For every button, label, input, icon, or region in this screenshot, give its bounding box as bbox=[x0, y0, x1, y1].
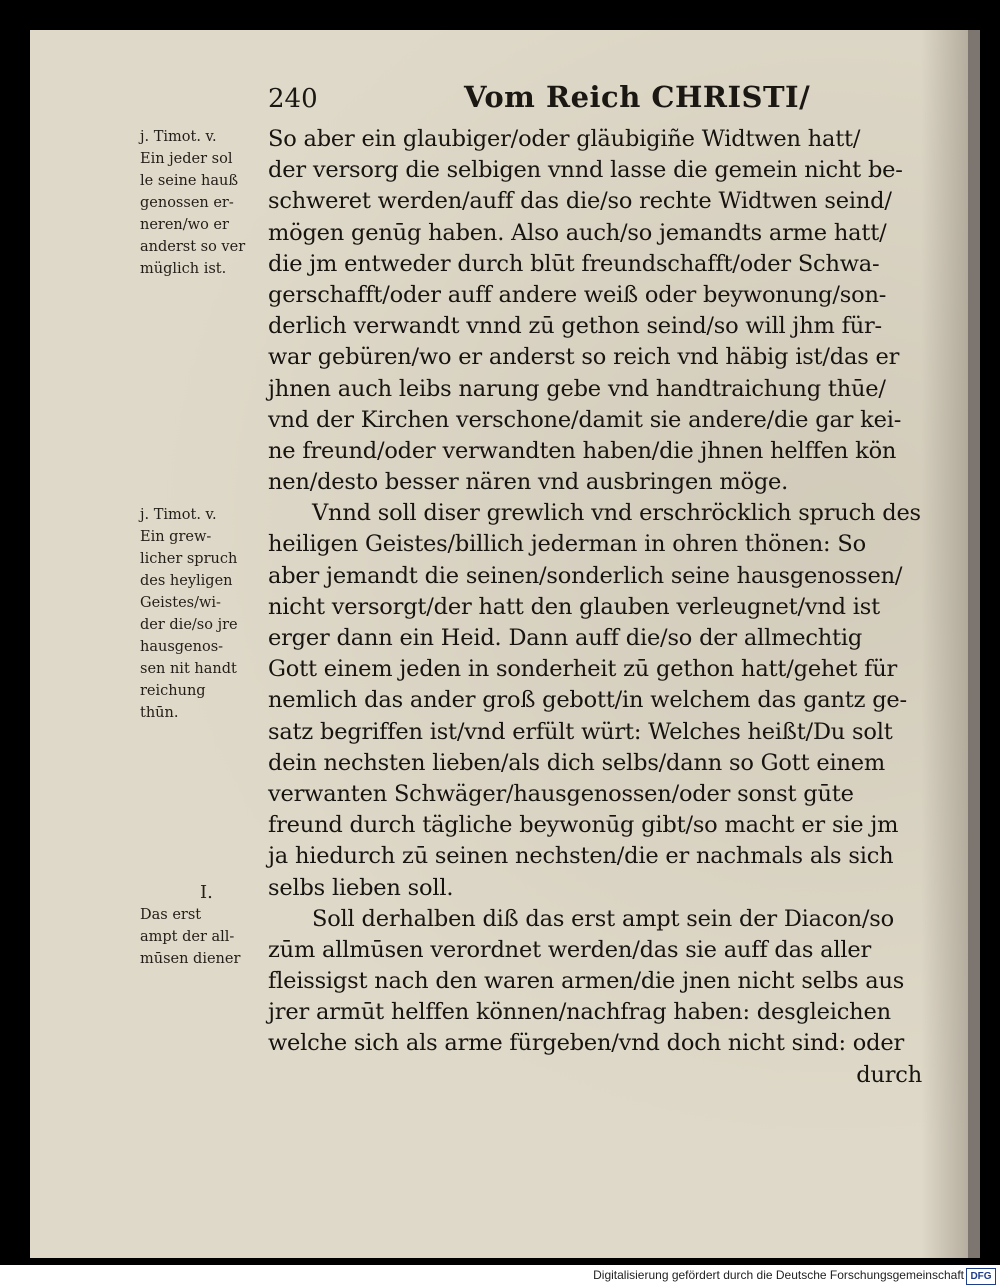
text-line: ne freund/oder verwandten haben/die jhnen helffen kön bbox=[268, 437, 897, 464]
text-line: mögen genūg haben. Also auch/so jemandts arme hatt/ bbox=[268, 219, 887, 246]
text-line: satz begriffen ist/vnd erfült würt: Welches heißt/Du solt bbox=[268, 718, 893, 745]
margin-note-line: reichung bbox=[140, 683, 206, 699]
margin-note-line: neren/wo er bbox=[140, 217, 229, 233]
text-line: schweret werden/auff das die/so rechte Widtwen seind/ bbox=[268, 188, 892, 215]
margin-note-line: j. Timot. v. bbox=[140, 129, 217, 145]
text-line: Gott einem jeden in sonderheit zū gethon hatt/gehet für bbox=[268, 656, 898, 683]
text-line: jhnen auch leibs narung gebe vnd handtraichung thūe/ bbox=[268, 375, 886, 402]
margin-note-line: genossen er- bbox=[140, 195, 234, 211]
main-text-block bbox=[268, 124, 928, 1091]
margin-note-line: Geistes/wi- bbox=[140, 595, 221, 611]
dfg-logo-icon: DFG bbox=[966, 1268, 996, 1285]
folio-number: 240 bbox=[268, 84, 318, 114]
digitization-credit: Digitalisierung gefördert durch die Deutsche Forschungsgemeinschaft bbox=[593, 1268, 964, 1282]
margin-note-line: Das erst bbox=[140, 907, 202, 923]
margin-note-line: ampt der all- bbox=[140, 929, 235, 945]
text-line: ja hiedurch zū seinen nechsten/die er nachmals als sich bbox=[268, 843, 894, 870]
margin-note-line: anderst so ver bbox=[140, 239, 246, 255]
text-line: verwanten Schwäger/hausgenossen/oder sonst gūte bbox=[268, 780, 854, 807]
text-line: die jm entweder durch blūt freundschafft/oder Schwa- bbox=[268, 250, 880, 277]
margin-note-line: müglich ist. bbox=[140, 261, 227, 277]
margin-note-line: der die/so jre bbox=[140, 617, 238, 633]
margin-note-line: sen nit handt bbox=[140, 661, 237, 677]
text-line: welche sich als arme fürgeben/vnd doch nicht sind: oder bbox=[268, 1030, 904, 1057]
text-line: derlich verwandt vnnd zū gethon seind/so will jhm für- bbox=[268, 313, 882, 340]
margin-note-line: Ein jeder sol bbox=[140, 151, 233, 167]
text-line: nicht versorgt/der hatt den glauben verleugnet/vnd ist bbox=[268, 593, 880, 620]
margin-note-1 bbox=[140, 126, 265, 280]
margin-note-line: j. Timot. v. bbox=[140, 507, 217, 523]
text-line: nemlich das ander groß gebott/in welchem das gantz ge- bbox=[268, 687, 907, 714]
margin-note-line: des heyligen bbox=[140, 573, 233, 589]
paragraph-start-line: Vnnd soll diser grewlich vnd erschröcklich spruch des bbox=[312, 500, 921, 527]
margin-note-2 bbox=[140, 504, 265, 724]
text-line: fleissigst nach den waren armen/die jnen nicht selbs aus bbox=[268, 968, 905, 995]
text-line: dein nechsten lieben/als dich selbs/dann so Gott einem bbox=[268, 749, 886, 776]
page-header bbox=[268, 80, 938, 120]
margin-note-number: I. bbox=[200, 882, 213, 903]
paragraph-start-line: Soll derhalben diß das erst ampt sein der Diacon/so bbox=[312, 905, 894, 932]
text-line: zūm allmūsen verordnet werden/das sie auff das aller bbox=[268, 936, 872, 963]
running-title: Vom Reich CHRISTI/ bbox=[464, 80, 811, 114]
text-line: der versorg die selbigen vnnd lasse die gemein nicht be- bbox=[268, 157, 903, 184]
margin-note-line: Ein grew- bbox=[140, 529, 212, 545]
text-line: war gebüren/wo er anderst so reich vnd häbig ist/das er bbox=[268, 344, 900, 371]
text-line: heiligen Geistes/billich jederman in ohren thönen: So bbox=[268, 531, 866, 558]
text-line: nen/desto besser nären vnd ausbringen möge. bbox=[268, 469, 789, 496]
margin-note-line: le seine hauß bbox=[140, 173, 239, 189]
text-line: aber jemandt die seinen/sonderlich seine hausgenossen/ bbox=[268, 562, 903, 589]
page-gutter bbox=[968, 30, 980, 1258]
margin-note-line: hausgenos- bbox=[140, 639, 224, 655]
text-line: erger dann ein Heid. Dann auff die/so der allmechtig bbox=[268, 625, 863, 651]
text-line: So aber ein glaubiger/oder gläubigiñe Widtwen hatt/ bbox=[268, 126, 861, 152]
text-line: vnd der Kirchen verschone/damit sie andere/die gar kei- bbox=[268, 406, 902, 433]
margin-note-line: thūn. bbox=[140, 705, 179, 721]
margin-note-line: licher spruch bbox=[140, 551, 238, 567]
margin-note-3 bbox=[140, 882, 265, 970]
text-line: jrer armūt helffen können/nachfrag haben: desgleichen bbox=[268, 999, 891, 1026]
margin-note-line: mūsen diener bbox=[140, 951, 241, 967]
text-line: gerschafft/oder auff andere weiß oder beywonung/son- bbox=[268, 281, 887, 308]
catchword: durch bbox=[856, 1061, 922, 1088]
digitization-credit-bar bbox=[0, 1265, 1000, 1287]
text-line: freund durch tägliche beywonūg gibt/so macht er sie jm bbox=[268, 812, 899, 839]
text-line: selbs lieben soll. bbox=[268, 874, 454, 901]
